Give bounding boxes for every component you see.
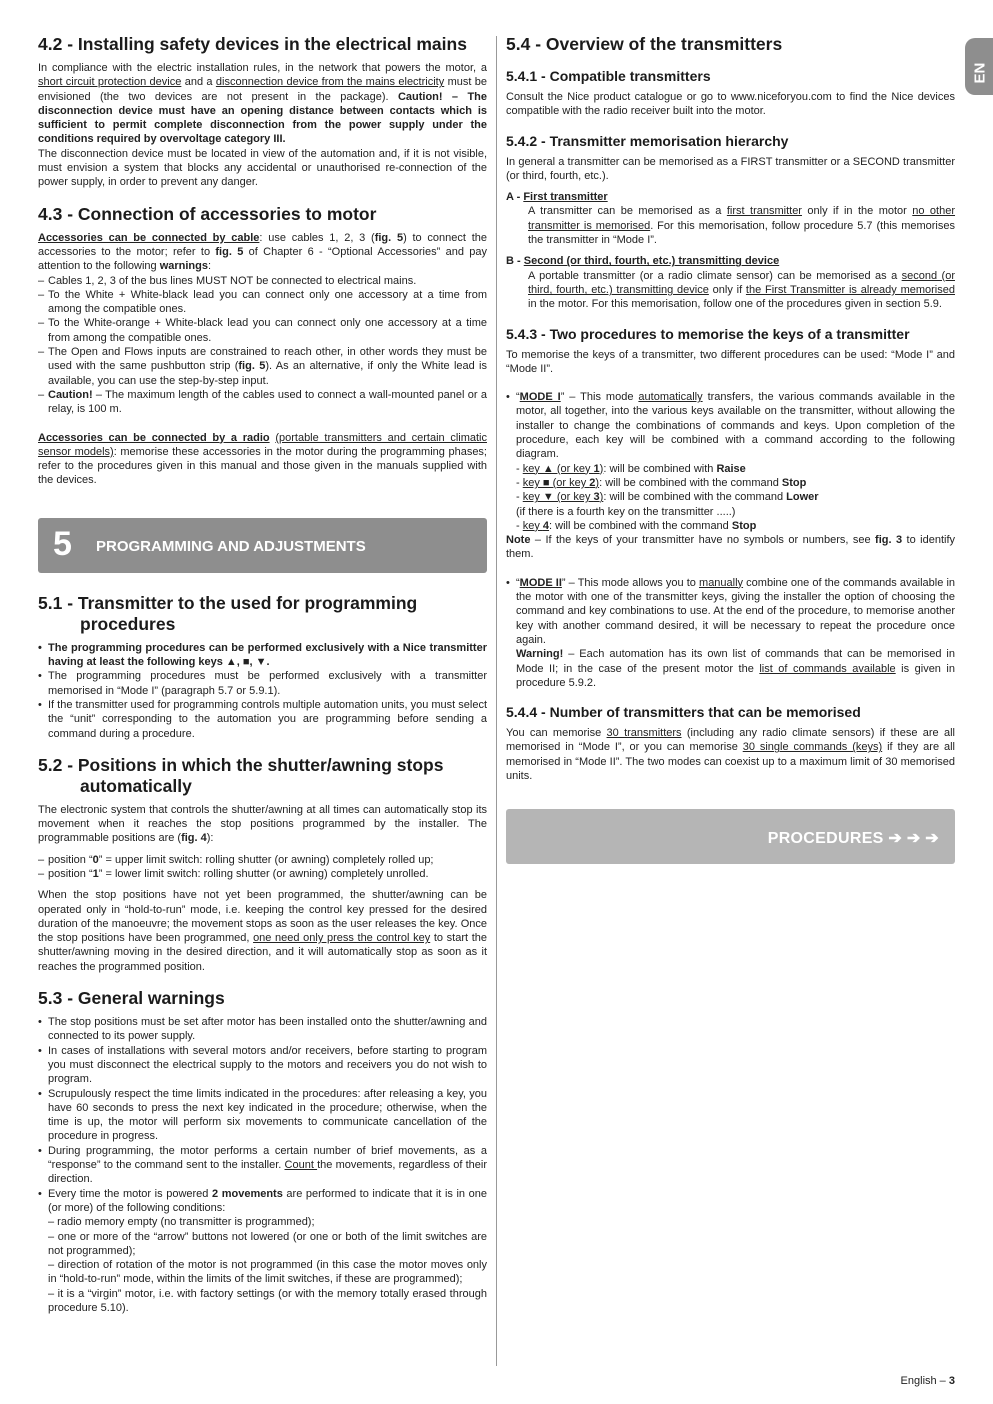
key-mapping-4: - key 4: will be combined with the command Stop xyxy=(516,519,757,532)
section-5-4-2-para: In general a transmitter can be memorised as a FIRST transmitter or a SECOND transmitter (or third, fourth, etc.). xyxy=(506,155,955,182)
list-item: – position “0” = upper limit switch: rolling shutter (or awning) completely rolled up; xyxy=(38,853,487,867)
list-item: • If the transmitter used for programming controls multiple automation units, you must select the “unit” corresponding to the automation you are programming before sending a command during a procedure. xyxy=(38,698,487,741)
left-column xyxy=(38,34,487,1315)
section-4-3-warnings xyxy=(38,274,487,417)
section-5-4-4-para: You can memorise 30 transmitters (including any radio climate sensors) if these are all memorised in “Mode I”, or you can memorise 30 single commands (keys) if they are all memorised in “Mode II”. The two modes can coexist up to a maximum limit of 30 memorised units. xyxy=(506,727,955,782)
section-5-4-1-para: Consult the Nice product catalogue or go to www.niceforyou.com to find the Nice devices compatible with the radio receiver built into the motor. xyxy=(506,91,955,118)
key-mapping-1: - key ▲ (or key 1): will be combined with Raise xyxy=(516,462,746,475)
mode-i-block xyxy=(506,390,955,533)
section-5-1-title: 5.1 - Transmitter to the used for programming procedures xyxy=(38,592,418,634)
condition-3: – direction of rotation of the motor is not programmed (in this case the motor moves only in “hold-to-run” mode, within the limits of the limit switches, if these are programmed); xyxy=(48,1259,487,1286)
right-column xyxy=(506,34,955,864)
list-item: • During programming, the motor performs a certain number of brief movements, as a “response” to the command sent to the installer. Count the movements, regardless of their direction. xyxy=(38,1144,487,1187)
list-item: – To the White-orange + White-black lead you can connect only one accessory at a time from among the compatible ones. xyxy=(38,316,487,345)
key-mapping-note: (if there is a fourth key on the transmitter .....) xyxy=(516,505,736,518)
section-5-2-positions xyxy=(38,853,487,882)
list-item: • The stop positions must be set after motor has been installed onto the shutter/awning and connected to its power supply. xyxy=(38,1015,487,1044)
mode-ii-warning: Warning! – Each automation has its own list of commands that can be memorised in Mode II; in the case of the present motor the list of commands available is given in procedure 5.9.2. xyxy=(516,648,955,689)
list-item: • Scrupulously respect the time limits indicated in the procedures: after releasing a key, you have 60 seconds to press the next key indicated in the procedure; otherwise, when the time is up, the motor will perform six movements to communicate cancellation of the procedure in progress. xyxy=(38,1087,487,1144)
language-tab-label: EN xyxy=(971,62,989,84)
section-5-2-title: 5.2 - Positions in which the shutter/awning stops automatically xyxy=(38,754,444,796)
first-transmitter-heading: A - First transmitter xyxy=(506,191,608,204)
list-item: – Cables 1, 2, 3 of the bus lines MUST NOT be connected to electrical mains. xyxy=(38,274,487,288)
chapter-banner xyxy=(38,518,487,573)
list-item: – To the White + White-black lead you can connect only one accessory at a time from among the compatible ones. xyxy=(38,288,487,317)
mode-ii-block xyxy=(506,576,955,690)
section-5-4-3-title: 5.4.3 - Two procedures to memorise the keys of a transmitter xyxy=(506,325,910,342)
column-divider xyxy=(496,36,497,1366)
section-5-4-3-para: To memorise the keys of a transmitter, two different procedures can be used: “Mode I” and “Mode II”. xyxy=(506,348,955,375)
footer-language: English – xyxy=(900,1375,946,1387)
page-footer xyxy=(901,1375,955,1387)
keys-note: Note – If the keys of your transmitter have no symbols or numbers, see fig. 3 to identify them. xyxy=(506,534,956,561)
key-mapping-3: - key ▼ (or key 3): will be combined with the command Lower xyxy=(516,491,819,504)
section-4-2-para-1: In compliance with the electric installation rules, in the network that powers the motor, a short circuit protection device and a disconnection device from the mains electricity must be envisioned (the two devices are not present in the package). Caution! – The disconnection device must have an opening distance between contacts which is sufficient to permit complete disconnection from the power supply under the conditions required by overvoltage category III. xyxy=(38,62,488,146)
section-4-3-para-2: Accessories can be connected by a radio (portable transmitters and certain climatic sensor models): memorise these accessories in the motor during the programming phases; refer to the procedures given in this manual and those given in the manuals supplied with the devices. xyxy=(38,431,487,487)
list-item: • In cases of installations with several motors and/or receivers, before starting to program you must disconnect the electrical supply to the motors and receivers you do not wish to program. xyxy=(38,1044,487,1087)
chapter-number: 5 xyxy=(53,524,72,563)
section-5-4-title: 5.4 - Overview of the transmitters xyxy=(506,34,783,54)
list-item: • “MODE I” – This mode automatically transfers, the various commands available in the motor, all together, into the various keys available on the transmitter, without allowing the installer to change the combinations of commands and keys. Upon completion of the procedure, each key will be combined with a command according to the following diagram. - key ▲ (or key 1): will be combined with Raise - key ■ (or key 2): will be combined with the command Stop - key ▼ (or key 3): will be combined with the command Lower (if there is a fourth key on the transmitter .....) - key 4: will be combined with the command Stop xyxy=(506,390,955,533)
second-transmitter-text: A portable transmitter (or a radio climate sensor) can be memorised as a second (or third, fourth, etc.) transmitting device only if the First Transmitter is already memorised in the motor. For this memorisation, follow one of the procedures given in section 5.9. xyxy=(528,269,955,311)
section-5-3-list xyxy=(38,1015,487,1315)
section-5-2-para-1: The electronic system that controls the shutter/awning at all times can automatically stop its movement when it reaches the stop positions programmed by the installer. The programmable positions are (fig. 4): xyxy=(38,803,487,845)
chapter-title: PROGRAMMING AND ADJUSTMENTS xyxy=(96,537,366,555)
second-transmitter-heading: B - Second (or third, fourth, etc.) transmitting device xyxy=(506,255,780,268)
section-4-3-para-1: Accessories can be connected by cable: use cables 1, 2, 3 (fig. 5) to connect the accessories to the motor; refer to fig. 5 of Chapter 6 - “Optional Accessories” and pay attention to the following warnings: xyxy=(38,231,487,273)
section-4-2-para-2: The disconnection device must be located in view of the automation and, if it is not visible, must envision a system that blocks any accidental or unauthorised re-connection of the power supply, in order to prevent any danger. xyxy=(38,147,487,189)
section-5-4-2-title: 5.4.2 - Transmitter memorisation hierarchy xyxy=(506,132,789,149)
first-transmitter-text: A transmitter can be memorised as a first transmitter only if in the motor no other transmitter is memorised. For this memorisation, follow procedure 5.7 (this memorises the transmitter in “Mode I”. xyxy=(528,205,956,247)
procedures-label: PROCEDURES ➔ ➔ ➔ xyxy=(767,830,939,848)
condition-2: – one or more of the “arrow” buttons not lowered (or one or both of the limit switches are not programmed); xyxy=(48,1230,487,1257)
condition-1: – radio memory empty (no transmitter is programmed); xyxy=(48,1216,315,1229)
procedures-banner xyxy=(506,809,955,864)
section-5-4-1-title: 5.4.1 - Compatible transmitters xyxy=(506,68,711,84)
section-5-2-para-2: When the stop positions have not yet been programmed, the shutter/awning can be operated only in “hold-to-run” mode, i.e. keeping the control key pressed for the desired duration of the manoeuvre; the movement stops as soon as the user releases the key. Once the stop positions have been programmed, one need only press the control key to start the shutter/awning moving in the desired direction, and it will automatically stop as soon as it reaches the programmed position. xyxy=(38,889,487,973)
list-item: – Caution! – The maximum length of the cables used to connect a wall-mounted panel or a relay, is 100 m. xyxy=(38,388,487,417)
section-4-3-title: 4.3 - Connection of accessories to motor xyxy=(38,203,377,224)
section-5-3-title: 5.3 - General warnings xyxy=(38,988,225,1009)
list-item: • Every time the motor is powered 2 movements are performed to indicate that it is in one (or more) of the following conditions: – radio memory empty (no transmitter is programmed); – one or more of the “arrow” buttons not lowered (or one or both of the limit switches are not programmed); – direction of rotation of the motor is not programmed (in this case the motor moves only in “hold-to-run” mode, within the limits of the limit switches, if these are programmed); – it is a “virgin” motor, i.e. with factory settings (or with the memory totally erased through procedure 5.10). xyxy=(38,1187,487,1316)
list-item: – position “1” = lower limit switch: rolling shutter (or awning) completely unrolled. xyxy=(38,867,487,881)
section-5-1-list xyxy=(38,641,487,741)
section-5-4-4-title: 5.4.4 - Number of transmitters that can be memorised xyxy=(506,704,861,721)
list-item: • The programming procedures must be performed exclusively with a transmitter memorised in “Mode I” (paragraph 5.7 or 5.9.1). xyxy=(38,669,487,698)
condition-4: – it is a “virgin” motor, i.e. with factory settings (or with the memory totally erased through procedure 5.10). xyxy=(48,1287,487,1314)
page-number: 3 xyxy=(948,1375,955,1387)
list-item: • The programming procedures can be performed exclusively with a Nice transmitter having at least the following keys ▲, ■, ▼. xyxy=(38,641,487,670)
language-tab xyxy=(965,38,993,95)
list-item: • “MODE II” – This mode allows you to manually combine one of the commands available in the motor with one of the transmitter keys, giving the installer the option of choosing the command and key combinations to use. At the end of the procedure, to memorise another key with another command desired, it will be necessary to repeat the procedure once again. Warning! – Each automation has its own list of commands that can be memorised in Mode II; in the case of the present motor the list of commands available is given in procedure 5.9.2. xyxy=(506,576,955,690)
list-item: – The Open and Flows inputs are constrained to reach other, in other words they must be used with the same pushbutton strip (fig. 5). As an alternative, if only the White lead is available, you can use the step-by-step input. xyxy=(38,345,487,388)
key-mapping-2: - key ■ (or key 2): will be combined with the command Stop xyxy=(516,476,807,489)
section-4-2-title: 4.2 - Installing safety devices in the electrical mains xyxy=(38,34,467,54)
